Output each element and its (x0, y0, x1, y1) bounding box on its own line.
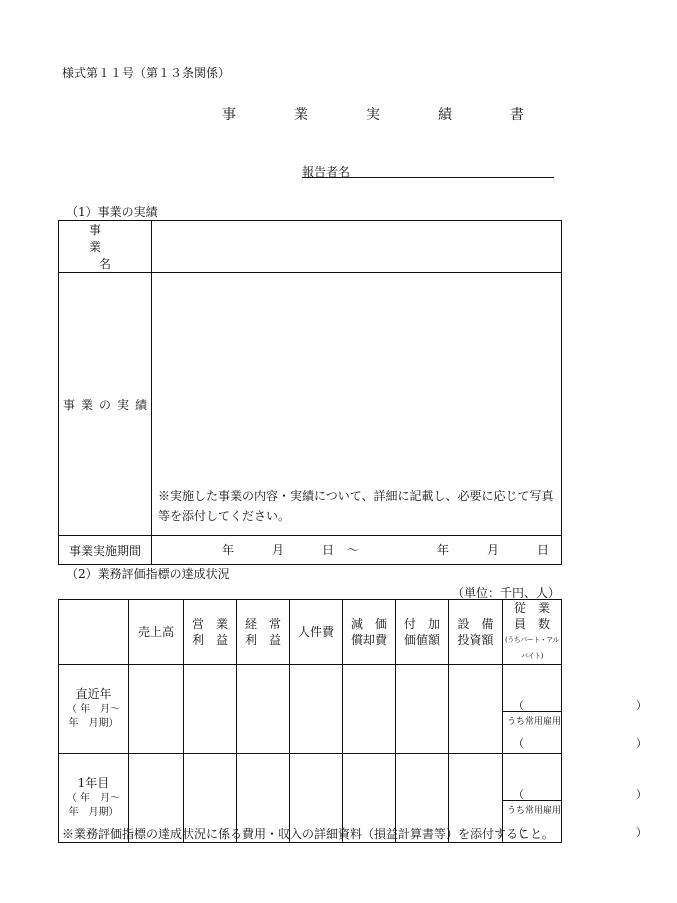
period-year-end: 年 (437, 543, 450, 557)
part-time-count: （ ） (513, 788, 677, 801)
business-name-label: 事 業 名 (59, 221, 152, 273)
reporter-name-field[interactable] (302, 177, 554, 178)
business-results-field[interactable] (152, 273, 562, 536)
unit-label: （単位：千円、人） (451, 586, 560, 600)
header-depreciation: 減 価 償却費 (343, 600, 396, 665)
cell-latest-personnel-cost[interactable] (290, 665, 343, 754)
employee-divider (503, 800, 561, 801)
results-note: ※実施した事業の内容・実績について、詳細に記載し、必要に応じて写真等を添付してください。 (158, 489, 554, 523)
row-label-first-year: 1年目 （ 年 月～ 年 月期） (59, 754, 129, 843)
regular-employment-label: うち常用雇用 (507, 806, 562, 816)
header-value-added: 付 加 価値額 (396, 600, 449, 665)
business-period-label: 事業実施期間 (59, 536, 152, 565)
form-number: 様式第１１号（第１３条関係） (62, 66, 231, 80)
cell-latest-operating-profit[interactable] (184, 665, 237, 754)
employee-divider (503, 711, 561, 712)
header-blank (59, 600, 129, 665)
header-ordinary-profit: 経 常 利 益 (237, 600, 290, 665)
footnote: ※業務評価指標の達成状況に係る費用・収入の詳細資料（損益計算書等）を添付すること。 (62, 827, 555, 841)
business-results-label: 事業の実績 (59, 273, 152, 536)
section1-heading: （1）事業の実績 (66, 205, 158, 219)
header-sales: 売上高 (129, 600, 184, 665)
regular-employment-label: うち常用雇用 (507, 717, 562, 727)
period-month-end: 月 (487, 543, 500, 557)
reporter-name-label: 報告者名 (302, 165, 351, 179)
cell-latest-value-added[interactable] (396, 665, 449, 754)
business-period-field[interactable] (152, 536, 562, 565)
row-label-latest-year: 直近年 （ 年 月～ 年 月期） (59, 665, 129, 754)
period-year-start: 年 (222, 543, 235, 557)
cell-latest-sales[interactable] (129, 665, 184, 754)
period-day-end: 日 (537, 543, 550, 557)
cell-latest-capital-investment[interactable] (449, 665, 503, 754)
part-time-count: （ ） (513, 699, 677, 712)
cell-latest-employees[interactable] (503, 665, 677, 754)
cell-latest-depreciation[interactable] (343, 665, 396, 754)
regular-count: （ ） (513, 737, 677, 750)
period-month-start: 月 (272, 543, 285, 557)
regular-count: （ ） (513, 826, 677, 839)
document-title: 事 業 実 績 書 (222, 107, 546, 123)
header-employees: 従 業 員 数 (うちパート・アルバイト) (503, 600, 562, 665)
header-personnel-cost: 人件費 (290, 600, 343, 665)
period-tilde: ～ (347, 543, 360, 557)
section2-heading: （2）業務評価指標の達成状況 (66, 567, 230, 581)
business-name-field[interactable] (152, 221, 562, 273)
header-capital-investment: 設 備 投資額 (449, 600, 503, 665)
business-results-table (58, 220, 562, 565)
period-day-start: 日 (322, 543, 335, 557)
header-operating-profit: 営 業 利 益 (184, 600, 237, 665)
evaluation-indicators-table (58, 599, 677, 843)
cell-latest-ordinary-profit[interactable] (237, 665, 290, 754)
